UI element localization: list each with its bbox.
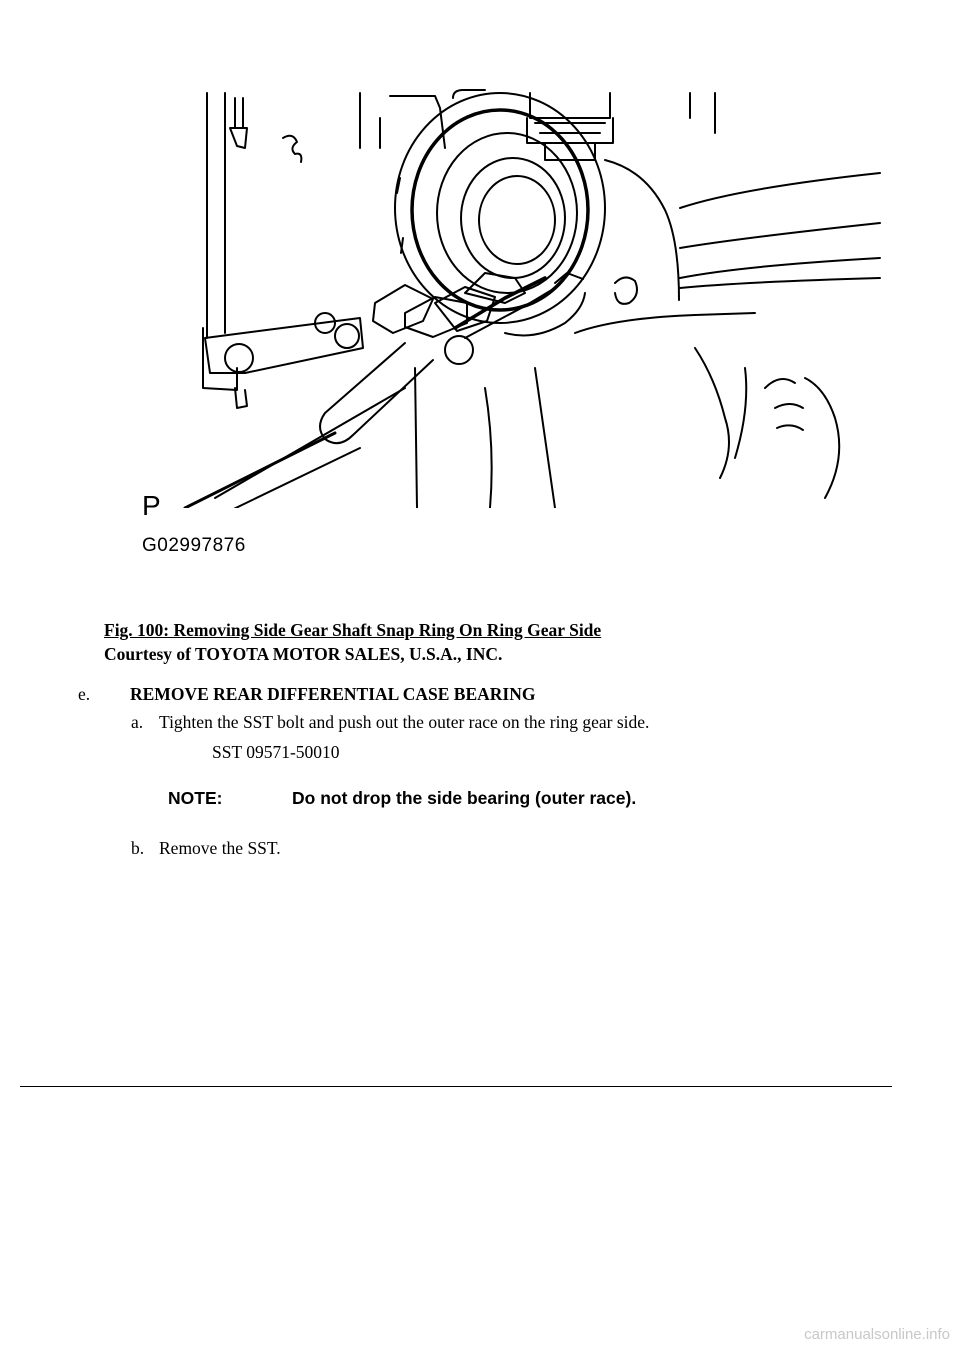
figure-image-id: G02997876 [142, 535, 246, 556]
figure-code-letter: P [142, 490, 161, 521]
note-text: Do not drop the side bearing (outer race). [292, 788, 637, 808]
note-label: NOTE: [168, 788, 223, 808]
substep-a-text: Tighten the SST bolt and push out the outer race on the ring gear side. [159, 712, 650, 732]
substep-b [131, 838, 281, 859]
page-divider [20, 1086, 892, 1087]
note [168, 788, 636, 809]
substep-a-label: a. [131, 712, 144, 732]
diagram-figure [135, 88, 895, 568]
sst-number: SST 09571-50010 [212, 742, 340, 762]
substep-a [131, 712, 649, 733]
figure-courtesy: Courtesy of TOYOTA MOTOR SALES, U.S.A., INC. [104, 644, 503, 664]
differential-illustration [135, 88, 895, 508]
substep-b-text: Remove the SST. [159, 838, 281, 858]
watermark: carmanualsonline.info [804, 1326, 950, 1343]
step-e-label: e. [78, 684, 91, 704]
figure-caption[interactable]: Fig. 100: Removing Side Gear Shaft Snap Ring On Ring Gear Side [104, 620, 602, 640]
substep-b-label: b. [131, 838, 145, 858]
step-e [78, 684, 535, 705]
step-e-heading: REMOVE REAR DIFFERENTIAL CASE BEARING [130, 684, 536, 704]
